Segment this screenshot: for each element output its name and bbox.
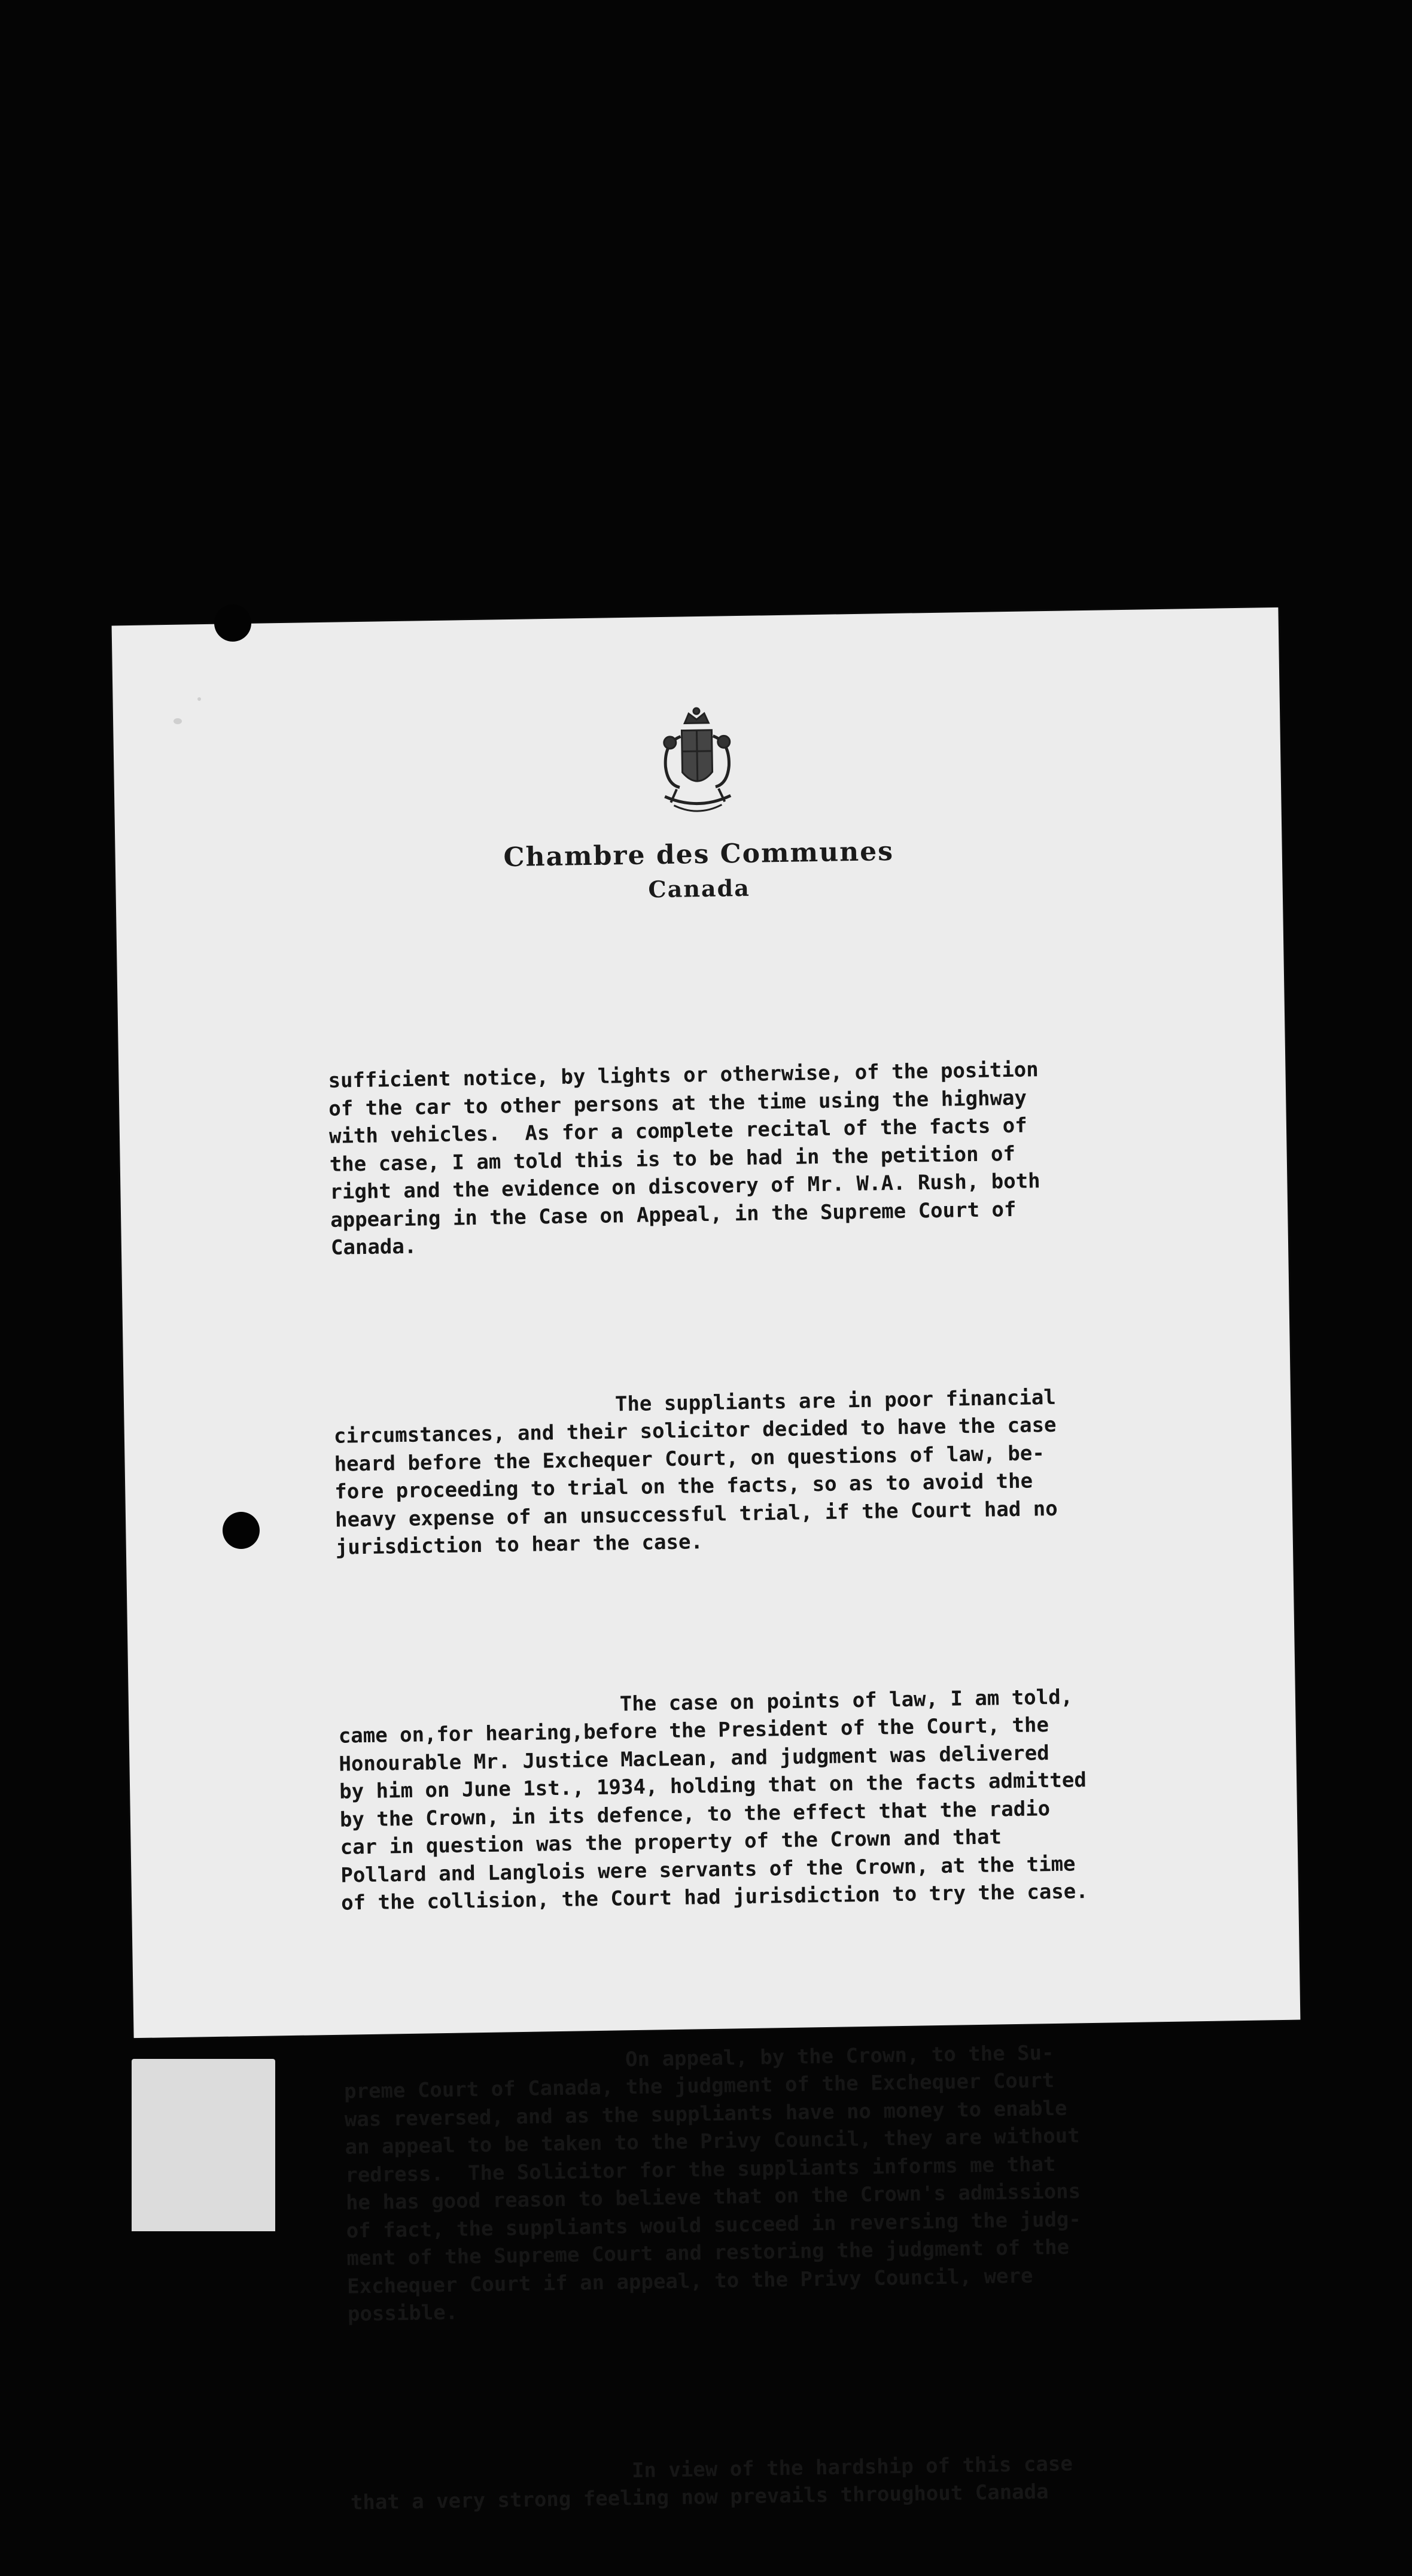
- text-line: with vehicles. As for a complete recital of the facts of: [328, 1113, 1027, 1149]
- letter-page: [112, 607, 1301, 2515]
- film-speck: [197, 697, 201, 701]
- film-speck: [174, 718, 182, 724]
- text-line: The case on points of law, I am told,: [337, 1684, 1073, 1721]
- text-line: The suppliants are in poor financial: [333, 1385, 1057, 1421]
- royal-coat-of-arms-icon: [652, 706, 743, 821]
- text-line: In view of the hardship of this case: [349, 2452, 1073, 2487]
- text-line: heavy expense of an unsuccessful trial, if the Court had no: [334, 1496, 1058, 1532]
- text-line: redress. The Solicitor for the suppliants informs me that: [345, 2152, 1056, 2188]
- text-line: of the collision, the Court had jurisdiction to try the case.: [340, 1879, 1088, 1915]
- text-line: fore proceeding to trial on the facts, so as to avoid the: [334, 1469, 1033, 1504]
- text-line: the case, I am told this is to be had in the petition of: [329, 1141, 1016, 1177]
- film-tab: [132, 2059, 275, 2231]
- text-line: jurisdiction to hear the case.: [335, 1530, 704, 1560]
- text-line: an appeal to be taken to the Privy Council, they are without: [345, 2124, 1080, 2159]
- text-line: he has good reason to believe that on the Crown's admissions: [345, 2179, 1081, 2215]
- letterhead-subtitle: Canada: [648, 874, 751, 903]
- text-line: that a very strong feeling now prevails throughout Canada: [350, 2480, 1049, 2515]
- paragraph-2: [333, 1381, 1191, 1562]
- text-line: ment of the Supreme Court and restoring the judgment of the: [346, 2235, 1070, 2271]
- text-line: by the Crown, in its defence, to the effect that the radio: [339, 1796, 1051, 1832]
- text-line: came on,for hearing,before the President of the Court, the: [338, 1713, 1049, 1748]
- text-line: sufficient notice, by lights or otherwise, of the position: [328, 1058, 1039, 1093]
- text-line: by him on June 1st., 1934, holding that on the facts admitted: [339, 1768, 1087, 1804]
- text-line: heard before the Exchequer Court, on questions of law, be-: [334, 1441, 1045, 1477]
- text-line: car in question was the property of the Crown and that: [340, 1825, 1002, 1860]
- text-line: preme Court of Canada, the judgment of the Exchequer Court: [343, 2068, 1055, 2104]
- text-line: was reversed, and as the suppliants have no money to enable: [344, 2096, 1067, 2132]
- paragraph-1: [328, 1053, 1186, 1262]
- text-line: appearing in the Case on Appeal, in the Supreme Court of: [330, 1197, 1017, 1232]
- text-line: possible.: [347, 2300, 458, 2326]
- text-line: of fact, the suppliants would succeed in reversing the judg-: [346, 2207, 1082, 2243]
- text-line: right and the evidence on discovery of Mr. W.A. Rush, both: [330, 1169, 1040, 1204]
- letterhead-title: Chambre des Communes: [503, 836, 894, 873]
- text-line: Pollard and Langlois were servants of the Crown, at the time: [340, 1851, 1076, 1888]
- text-line: Canada.: [330, 1234, 417, 1260]
- text-line: circumstances, and their solicitor decided to have the case: [333, 1412, 1057, 1448]
- punch-hole-top: [214, 604, 251, 642]
- punch-hole-bottom: [223, 1512, 260, 1549]
- paragraph-5: [350, 2448, 1206, 2517]
- text-line: Exchequer Court if an appeal, to the Privy Council, were: [346, 2264, 1033, 2299]
- text-line: of the car to other persons at the time using the highway: [328, 1086, 1027, 1121]
- paragraph-4: [343, 2037, 1203, 2328]
- text-line: Honourable Mr. Justice MacLean, and judgment was delivered: [339, 1740, 1049, 1776]
- text-line: On appeal, by the Crown, to the Su-: [343, 2040, 1054, 2076]
- letter-body: [327, 998, 1207, 2572]
- paragraph-3: [338, 1681, 1197, 1917]
